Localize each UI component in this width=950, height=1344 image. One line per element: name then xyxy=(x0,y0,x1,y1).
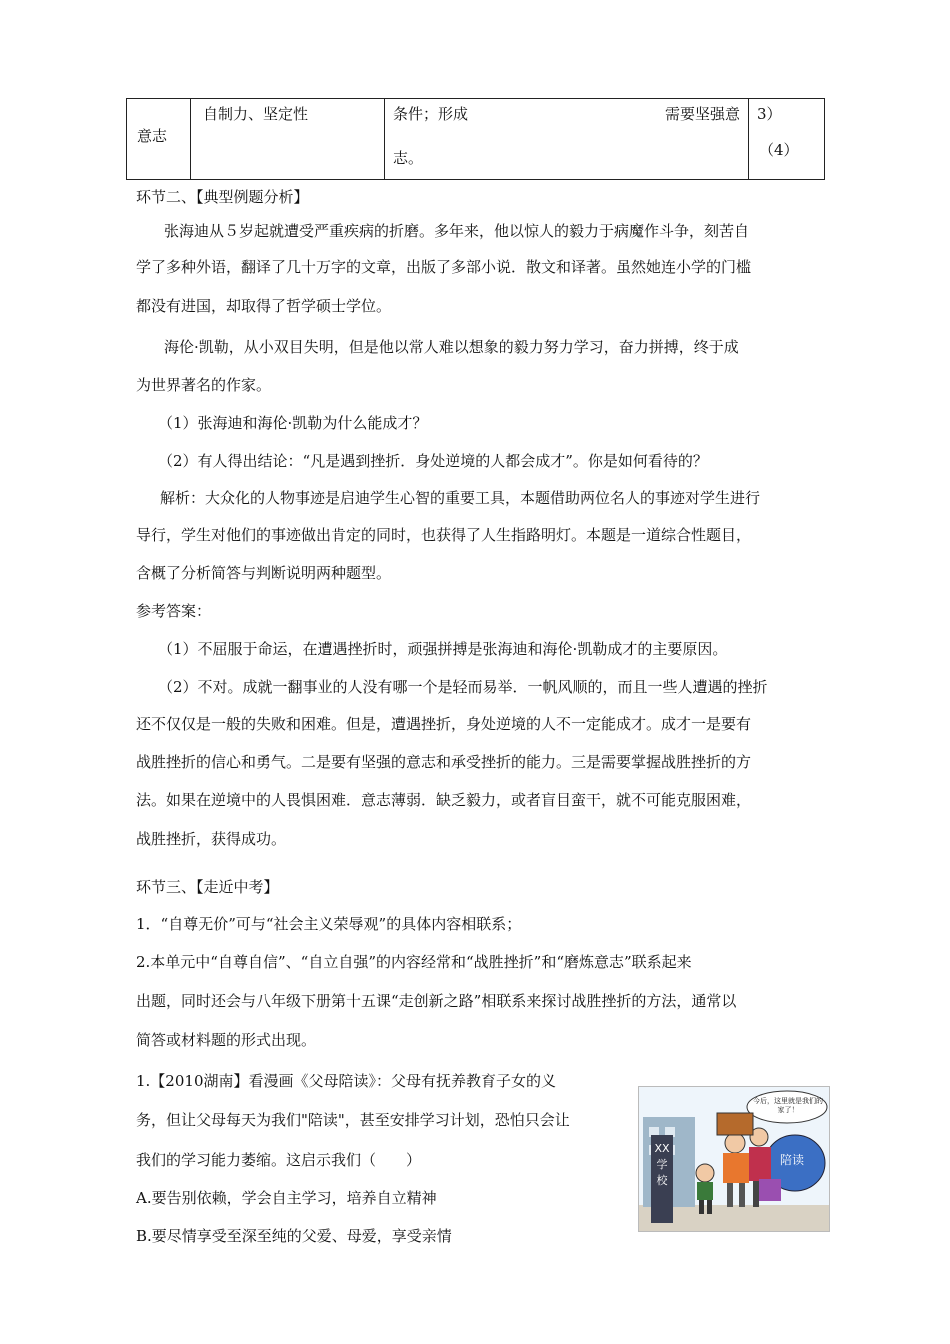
analysis-line: 解析：大众化的人物事迹是启迪学生心智的重要工具，本题借助两位名人的事迹对学生进行 xyxy=(160,489,761,507)
answer-line: 战胜挫折，获得成功。 xyxy=(136,830,287,848)
table-text: 意志 xyxy=(137,127,168,145)
section-heading: 环节二、【典型例题分析】 xyxy=(136,188,309,206)
analysis-line: 含概了分析简答与判断说明两种题型。 xyxy=(136,564,392,582)
comic-illustration xyxy=(638,1086,830,1232)
answer-line: （2）不对。成就一翻事业的人没有哪一个是轻而易举．一帆风顺的，而且一些人遭遇的挫折 xyxy=(158,678,768,696)
question-line: （1）张海迪和海伦·凯勒为什么能成才？ xyxy=(158,414,428,432)
table-cell-number xyxy=(749,99,823,179)
comic-school-label: XX学校 xyxy=(654,1142,670,1187)
table-text: 条件；形成 xyxy=(393,105,469,123)
exam-note-line: 1．“自尊无价”可与“社会主义荣辱观”的具体内容相联系； xyxy=(136,915,522,933)
table-text: 志。 xyxy=(393,149,424,167)
paragraph-line: 都没有进国，却取得了哲学硕士学位。 xyxy=(136,297,392,315)
exam-note-line: 简答或材料题的形式出现。 xyxy=(136,1031,317,1049)
option-b: B.要尽情享受至深至纯的父爱、母爱，享受亲情 xyxy=(136,1227,452,1245)
comic-bag-label: 陪读 xyxy=(780,1153,805,1167)
table-text: 需要坚强意 xyxy=(664,105,740,123)
option-a: A.要告别依赖，学会自主学习，培养自立精神 xyxy=(136,1189,437,1207)
exam-question-line: 1.【2010湖南】看漫画《父母陪读》：父母有抚养教育子女的义 xyxy=(136,1072,556,1090)
paragraph-line: 海伦·凯勒，从小双目失明，但是他以常人难以想象的毅力努力学习，奋力拼搏，终于成 xyxy=(164,338,739,356)
answer-line: 法。如果在逆境中的人畏惧困难．意志薄弱．缺乏毅力，或者盲目蛮干，就不可能克服困难， xyxy=(136,791,752,809)
comic-bubble-text: 今后，这里就是我们的家了！ xyxy=(753,1097,823,1114)
table-cell-condition xyxy=(385,99,749,179)
answer-heading: 参考答案： xyxy=(136,602,212,620)
answer-line: 战胜挫折的信心和勇气。二是要有坚强的意志和承受挫折的能力。三是需要掌握战胜挫折的方 xyxy=(136,753,752,771)
paragraph-line: 张海迪从５岁起就遭受严重疾病的折磨。多年来，他以惊人的毅力于病魔作斗争，刻苦自 xyxy=(164,222,750,240)
table-cell-title xyxy=(127,99,191,179)
table-cell-traits xyxy=(191,99,385,179)
summary-table xyxy=(126,98,825,180)
table-text: 3） xyxy=(757,105,782,123)
exam-note-line: 2.本单元中“自尊自信”、“自立自强”的内容经常和“战胜挫折”和“磨炼意志”联系起来 xyxy=(136,953,692,971)
answer-line: 还不仅仅是一般的失败和困难。但是，遭遇挫折，身处逆境的人不一定能成才。成才一是要有 xyxy=(136,715,752,733)
analysis-line: 导行，学生对他们的事迹做出肯定的同时，也获得了人生指路明灯。本题是一道综合性题目， xyxy=(136,526,752,544)
table-text: 自制力、坚定性 xyxy=(203,105,309,123)
answer-line: （1）不屈服于命运，在遭遇挫折时，顽强拼搏是张海迪和海伦·凯勒成才的主要原因。 xyxy=(158,640,728,658)
table-text: （4） xyxy=(759,141,799,159)
exam-question-line: 务，但让父母每天为我们"陪读"，甚至安排学习计划，恐怕只会让 xyxy=(136,1111,570,1129)
paragraph-line: 学了多种外语，翻译了几十万字的文章，出版了多部小说．散文和译著。虽然她连小学的门槛 xyxy=(136,258,752,276)
section-heading: 环节三、【走近中考】 xyxy=(136,878,279,896)
question-line: （2）有人得出结论：“凡是遇到挫折．身处逆境的人都会成才”。你是如何看待的？ xyxy=(158,452,708,470)
exam-question-line: 我们的学习能力萎缩。这启示我们（ ） xyxy=(136,1151,422,1169)
paragraph-line: 为世界著名的作家。 xyxy=(136,376,272,394)
exam-note-line: 出题，同时还会与八年级下册第十五课“走创新之路”相联系来探讨战胜挫折的方法，通常以 xyxy=(136,992,737,1010)
